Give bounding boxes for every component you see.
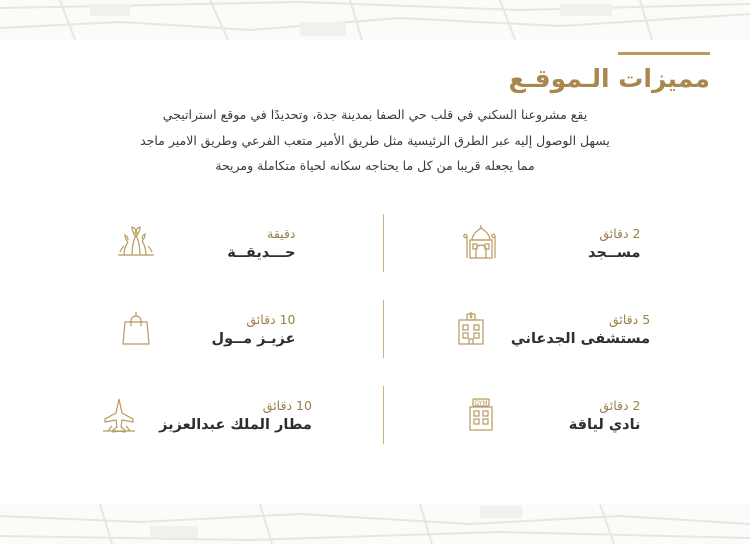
- feature-time: 10 دقائق: [246, 311, 296, 327]
- feature-label: عزيـز مــول: [211, 330, 296, 347]
- feature-text: [521, 226, 641, 261]
- feature-text: [511, 312, 650, 347]
- feature-label: مستشفى الجدعاني: [510, 330, 651, 347]
- feature-text: [176, 226, 296, 261]
- feature-item-airport: [30, 372, 375, 458]
- feature-item-mosque: [375, 200, 720, 286]
- park-icon: [110, 218, 162, 268]
- feature-label: حـــديقــة: [227, 244, 296, 261]
- feature-label: مســجد: [588, 244, 641, 261]
- hospital-icon: [445, 304, 497, 354]
- description-line-2: يسهل الوصول إليه عبر الطرق الرئيسية مثل طريق الأمير متعب الفرعي وطريق الامير ماجد: [140, 132, 610, 148]
- feature-text: [521, 398, 641, 433]
- shopping-bag-icon: [110, 304, 162, 354]
- feature-time: 5 دقائق: [608, 311, 651, 327]
- title-underline: [618, 52, 710, 55]
- features-grid: [30, 200, 720, 458]
- mosque-icon: [455, 218, 507, 268]
- map-background-top: [0, 0, 750, 40]
- feature-time: 10 دقائق: [262, 397, 312, 413]
- feature-time: دقيقة: [267, 225, 296, 241]
- description-line-3: مما يجعله قريبا من كل ما يحتاجه سكانه لحياة متكاملة ومريحة: [215, 158, 535, 174]
- airport-icon: [93, 390, 145, 440]
- feature-item-hospital: [375, 286, 720, 372]
- feature-label: مطار الملك عبدالعزيز: [159, 416, 312, 433]
- gym-icon: [455, 390, 507, 440]
- feature-text: [176, 312, 296, 347]
- feature-item-gym: [375, 372, 720, 458]
- map-background-bottom: [0, 504, 750, 544]
- header: [40, 52, 710, 93]
- description-paragraph: [40, 102, 710, 179]
- svg-text:GYM: GYM: [473, 400, 488, 407]
- feature-time: 2 دقائق: [599, 225, 641, 241]
- feature-label: نادي لياقة: [568, 416, 641, 433]
- feature-time: 2 دقائق: [599, 397, 641, 413]
- feature-text: [159, 398, 312, 433]
- description-line-1: يقع مشروعنا السكني في قلب حي الصفا بمدينة جدة، وتحديدًا في موقع استراتيجي: [162, 107, 588, 122]
- feature-item-mall: [30, 286, 375, 372]
- page-title: مميزات الـموقـع: [508, 64, 710, 93]
- feature-item-park: [30, 200, 375, 286]
- content-card: [0, 40, 750, 504]
